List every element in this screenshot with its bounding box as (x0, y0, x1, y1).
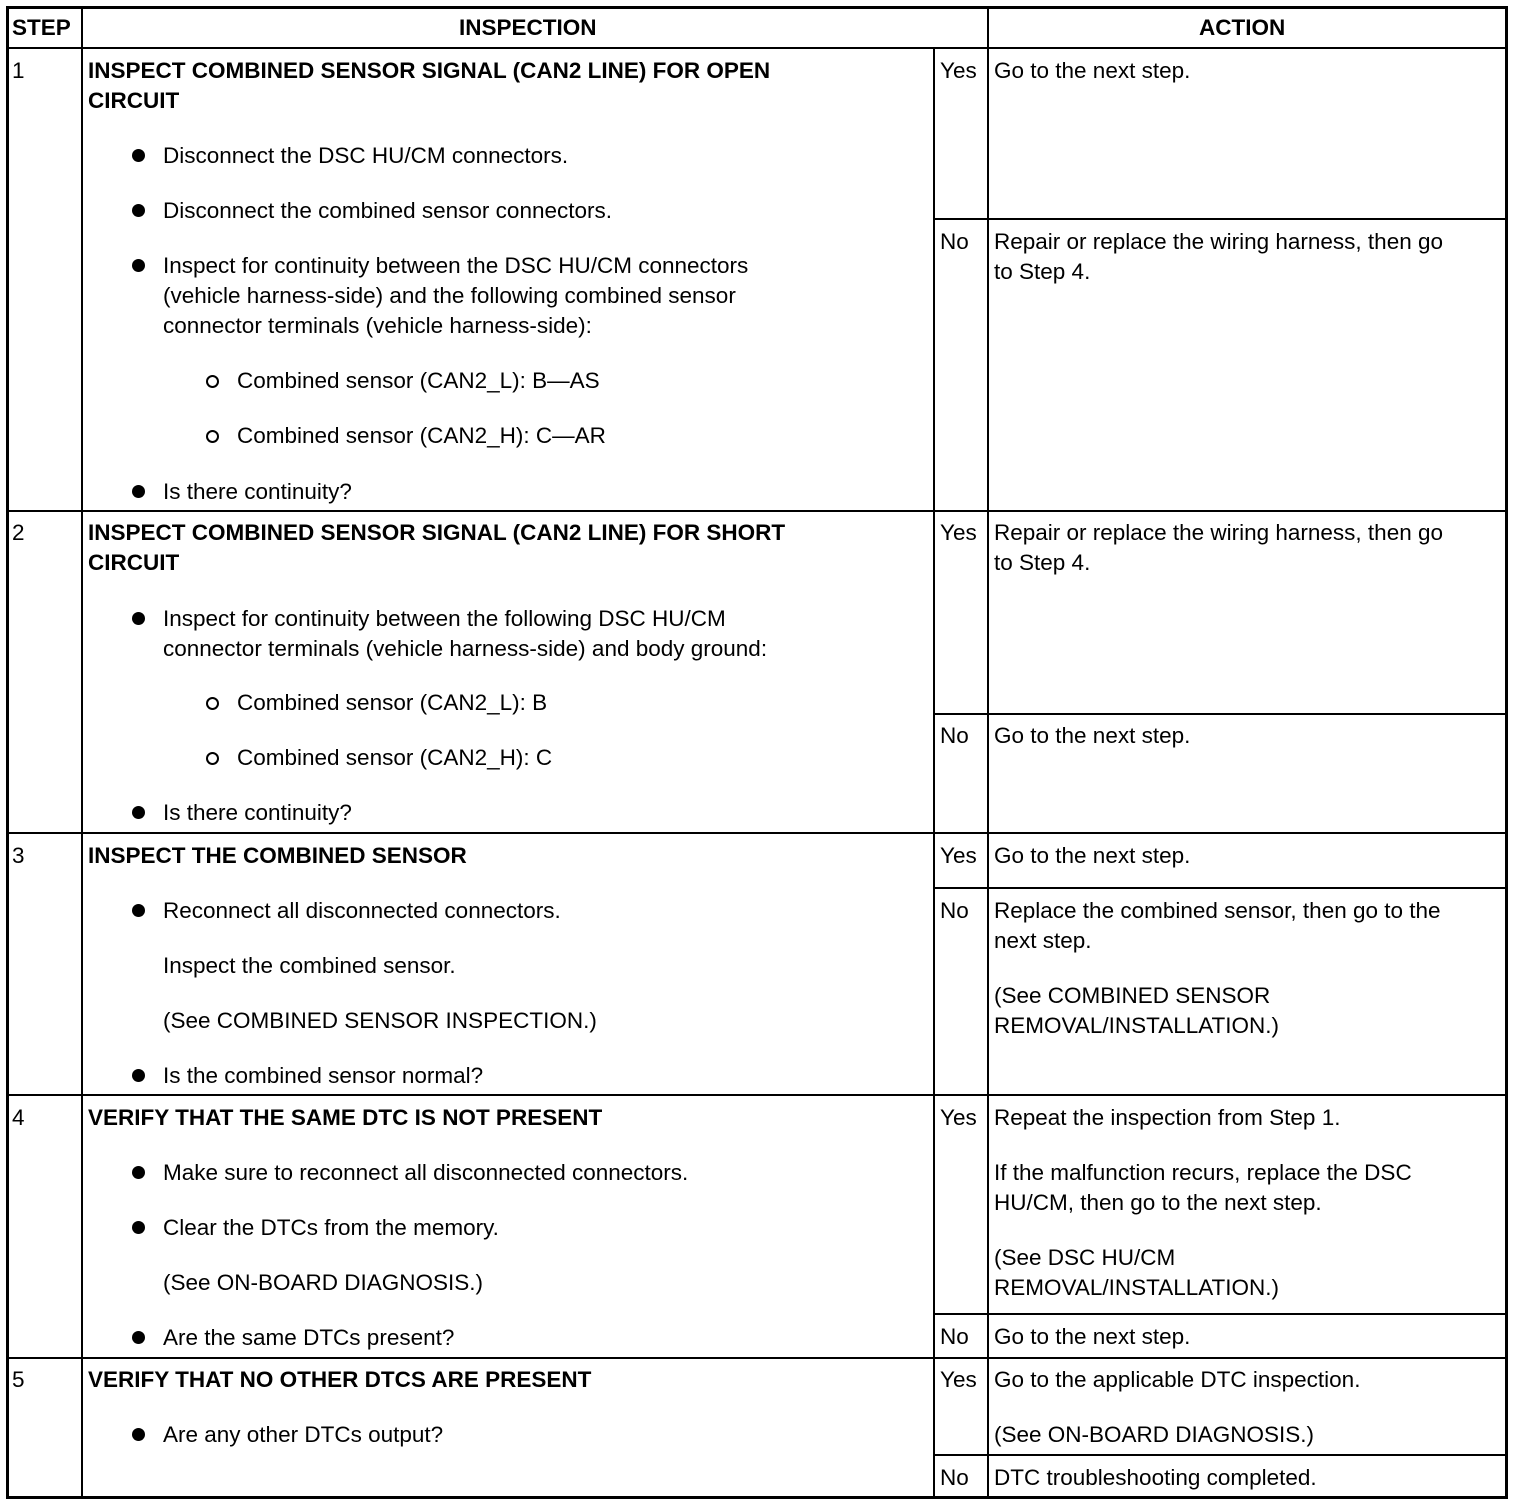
yes-action: HU/CM, then go to the next step. (994, 1190, 1322, 1215)
no-action: to Step 4. (994, 259, 1091, 284)
no-label: No (940, 723, 969, 748)
no-action: REMOVAL/INSTALLATION.) (994, 1013, 1280, 1038)
sub-bullet-icon (206, 430, 219, 443)
list-item: Make sure to reconnect all disconnected connectors. (163, 1160, 689, 1185)
list-item-continued: (See COMBINED SENSOR INSPECTION.) (163, 1008, 597, 1033)
yes-label: Yes (940, 520, 977, 545)
sub-list-item: Combined sensor (CAN2_H): C (237, 745, 553, 770)
list-item: Disconnect the DSC HU/CM connectors. (163, 143, 569, 168)
no-action: next step. (994, 928, 1092, 953)
list-item-continued: (vehicle harness-side) and the following combined sensor (163, 283, 736, 308)
list-item-continued: connector terminals (vehicle harness-side): (163, 313, 592, 338)
list-item-continued: Inspect the combined sensor. (163, 953, 456, 978)
bullet-icon (132, 806, 145, 819)
bullet-icon (132, 204, 145, 217)
yes-action: Go to the next step. (994, 843, 1191, 868)
yes-action: (See ON-BOARD DIAGNOSIS.) (994, 1422, 1315, 1447)
bullet-icon (132, 904, 145, 917)
bullet-icon (132, 259, 145, 272)
header-action: ACTION (1199, 15, 1286, 40)
header-step: STEP (12, 15, 71, 40)
step-title: VERIFY THAT NO OTHER DTCS ARE PRESENT (88, 1367, 592, 1392)
yes-action: If the malfunction recurs, replace the DSC (994, 1160, 1412, 1185)
step-title: INSPECT THE COMBINED SENSOR (88, 843, 467, 868)
yes-label: Yes (940, 1367, 977, 1392)
bullet-icon (132, 1166, 145, 1179)
list-item: Inspect for continuity between the following DSC HU/CM (163, 606, 726, 631)
yes-action: Go to the next step. (994, 58, 1191, 83)
step-number: 1 (12, 58, 25, 83)
bullet-icon (132, 612, 145, 625)
list-item: Are the same DTCs present? (163, 1325, 455, 1350)
bullet-icon (132, 1221, 145, 1234)
no-label: No (940, 1465, 969, 1490)
yes-action: Repair or replace the wiring harness, then go (994, 520, 1444, 545)
step-title: INSPECT COMBINED SENSOR SIGNAL (CAN2 LINE) FOR SHORT (88, 520, 786, 545)
list-item: Clear the DTCs from the memory. (163, 1215, 499, 1240)
yes-action: (See DSC HU/CM (994, 1245, 1176, 1270)
yes-label: Yes (940, 843, 977, 868)
sub-list-item: Combined sensor (CAN2_H): C—AR (237, 423, 606, 448)
list-item: Is there continuity? (163, 479, 352, 504)
no-label: No (940, 229, 969, 254)
header-inspection: INSPECTION (459, 15, 597, 40)
step-title: INSPECT COMBINED SENSOR SIGNAL (CAN2 LINE) FOR OPEN (88, 58, 771, 83)
list-item: Inspect for continuity between the DSC HU/CM connectors (163, 253, 749, 278)
no-label: No (940, 898, 969, 923)
step-title: CIRCUIT (88, 88, 180, 113)
bullet-icon (132, 149, 145, 162)
step-title: VERIFY THAT THE SAME DTC IS NOT PRESENT (88, 1105, 603, 1130)
list-item-continued: connector terminals (vehicle harness-side) and body ground: (163, 636, 768, 661)
step-number: 3 (12, 843, 25, 868)
yes-action: to Step 4. (994, 550, 1091, 575)
bullet-icon (132, 485, 145, 498)
list-item-continued: (See ON-BOARD DIAGNOSIS.) (163, 1270, 484, 1295)
sub-list-item: Combined sensor (CAN2_L): B (237, 690, 548, 715)
step-number: 2 (12, 520, 25, 545)
bullet-icon (132, 1331, 145, 1344)
list-item: Is the combined sensor normal? (163, 1063, 484, 1088)
no-action: Go to the next step. (994, 723, 1191, 748)
bullet-icon (132, 1069, 145, 1082)
yes-action: REMOVAL/INSTALLATION.) (994, 1275, 1280, 1300)
list-item: Reconnect all disconnected connectors. (163, 898, 561, 923)
list-item: Disconnect the combined sensor connectors. (163, 198, 612, 223)
step-number: 4 (12, 1105, 25, 1130)
sub-bullet-icon (206, 752, 219, 765)
yes-action: Go to the applicable DTC inspection. (994, 1367, 1361, 1392)
sub-list-item: Combined sensor (CAN2_L): B—AS (237, 368, 600, 393)
list-item: Is there continuity? (163, 800, 352, 825)
no-action: DTC troubleshooting completed. (994, 1465, 1317, 1490)
no-action: (See COMBINED SENSOR (994, 983, 1271, 1008)
bullet-icon (132, 1428, 145, 1441)
step-number: 5 (12, 1367, 25, 1392)
no-action: Replace the combined sensor, then go to the (994, 898, 1441, 923)
sub-bullet-icon (206, 697, 219, 710)
no-action: Repair or replace the wiring harness, then go (994, 229, 1444, 254)
sub-bullet-icon (206, 375, 219, 388)
yes-action: Repeat the inspection from Step 1. (994, 1105, 1341, 1130)
no-action: Go to the next step. (994, 1324, 1191, 1349)
list-item: Are any other DTCs output? (163, 1422, 444, 1447)
step-title: CIRCUIT (88, 550, 180, 575)
no-label: No (940, 1324, 969, 1349)
yes-label: Yes (940, 1105, 977, 1130)
yes-label: Yes (940, 58, 977, 83)
